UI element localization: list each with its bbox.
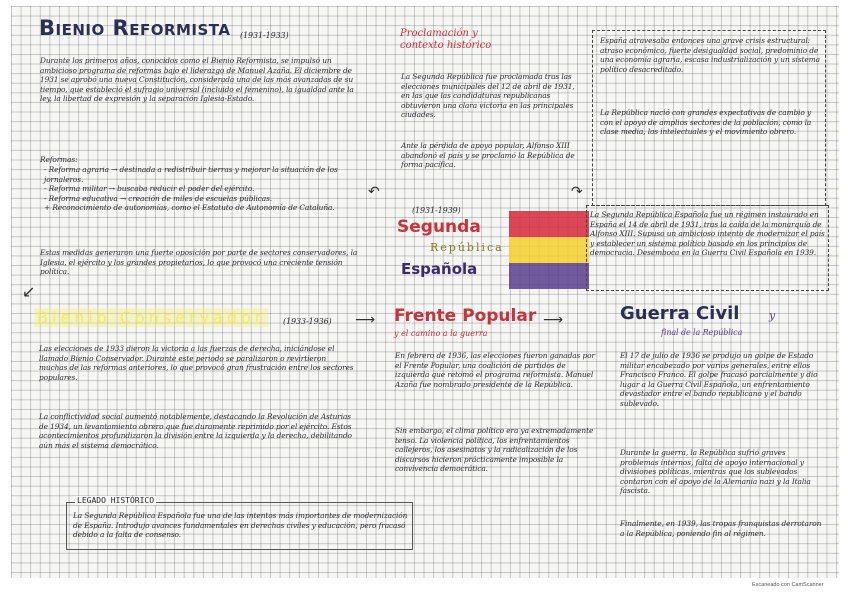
republic-flag	[509, 211, 589, 289]
frente-popular-p1: En febrero de 1936, las elecciones fueron ganadas por el Frente Popular, una coalición de partidos de izquierda que retomó el programa reformista. Manuel Azaña fue nombrado presidente de la República.	[395, 351, 595, 389]
reforma-autonomias: + Reconocimiento de autonomías, como el Estatuto de Autonomía de Cataluña.	[44, 203, 335, 213]
proclamacion-p2: Ante la pérdida de apoyo popular, Alfonso XIII abandonó el país y se proclamó la República de forma pacífica.	[401, 141, 575, 170]
arrow-left-icon: ↶	[368, 184, 380, 200]
flag-stripe-purple	[509, 263, 589, 289]
segunda-title: Segunda	[397, 217, 481, 237]
guerra-civil-p1: El 17 de julio de 1936 se produjo un golpe de Estado militar encabezado por varios generales, entre ellos Francisco Franco. El golpe fracasó parcialmente y dio lugar a la Guerra Civil Española, un enfrentamiento devastador entre el bando republicano y el bando sublevado.	[620, 351, 818, 408]
flag-stripe-yellow	[509, 237, 589, 263]
bienio-reformista-intro: Durante los primeros años, conocidos como el Bienio Reformista, se impulsó un ambicioso programa de reformas bajo el liderazgo de Manuel Azaña. El diciembre de 1931 se aprobó una nueva Constitución, considerada una de las más avanzadas de su tiempo, que estableció el sufragio universal (incluido el femenino), la igualdad ante la ley, la libertad de expresión y la separación Iglesia-Estado.	[40, 56, 354, 104]
proclamacion-title-2: contexto histórico	[400, 40, 492, 51]
republica-title: República	[430, 241, 504, 254]
bienio-reformista-title: Bienio Reformista	[39, 16, 231, 40]
reforma-militar: - Reforma militar → buscaba reducir el poder del ejército.	[44, 184, 255, 194]
notebook-sheet	[11, 6, 839, 578]
scanner-footer: Escaneado con CamScanner	[752, 582, 824, 588]
guerra-civil-y: y	[769, 309, 776, 322]
espanola-title: Española	[401, 260, 478, 278]
reformas-list	[44, 165, 364, 213]
flag-stripe-red	[509, 211, 589, 237]
arrow-frente-guerra-icon: ⟶	[543, 312, 564, 328]
arrow-conservador-frente-icon: ⟶	[355, 312, 376, 328]
reforma-educativa: - Reforma educativa → creación de miles de escuelas públicas.	[44, 193, 273, 203]
frente-popular-title: Frente Popular	[394, 306, 537, 326]
bienio-conservador-p2: La conflictividad social aumentó notablemente, destacando la Revolución de Asturias de 1934, un levantamiento obrero que fue duramente reprimido por el ejército. Estos acontecimientos profundizaron la división entre la izquierda y la derecha, debilitando aún más el sistema democrático.	[39, 412, 352, 450]
bienio-conservador-title: Bienio Conservador	[34, 308, 268, 327]
guerra-civil-p2: Durante la guerra, la República sufrió graves problemas internos, falta de apoyo internacional y divisiones políticas, mientras que los sublevados contaron con el apoyo de la Alemania nazi y la Italia fascista.	[620, 448, 811, 496]
bienio-reformista-years: (1931-1933)	[240, 31, 289, 40]
bienio-conservador-years: (1933-1936)	[283, 317, 332, 326]
definicion-text: La Segunda República Española fue un régimen instaurado en España el 14 de abril de 1931, tras la caída de la monarquía de Alfonso XIII. Supuso un ambicioso intento de modernizar el país y establecer un sistema político basado en los principios de democracia. Desemboca en la Guerra Civil Española en 1939.	[590, 210, 825, 258]
legado-label: LEGADO HISTÓRICO	[77, 496, 155, 505]
arrow-down-left-icon: ↙	[22, 282, 36, 301]
reforma-agraria: - Reforma agraria → destinada a redistribuir tierras y mejorar la situación de los jornaleros.	[44, 165, 338, 184]
bienio-reformista-closing: Estas medidas generaron una fuerte oposición por parte de sectores conservadores, la Iglesia, el ejército y los grandes propietarios, lo que provocó una creciente tensión política.	[40, 248, 358, 277]
guerra-civil-title: Guerra Civil	[620, 303, 740, 324]
contexto-p2: La República nació con grandes expectativas de cambio y con el apoyo de amplios sectores de la población, como la clase media, los intelectuales y el movimiento obrero.	[600, 108, 812, 137]
guerra-civil-p3: Finalmente, en 1939, las tropas franquistas derrotaron a la República, poniendo fin al régimen.	[620, 519, 822, 538]
legado-text: La Segunda República Española fue una de las intentos más importantes de modernización de España. Introdujo avances fundamentales en derechos civiles y educación, pero fracasó debido a la falta de consenso.	[73, 511, 408, 540]
arrow-right-icon: ↷	[571, 184, 583, 200]
frente-popular-p2: Sin embargo, el clima político era ya extremadamente tenso. La violencia política, los enfrentamientos callejeros, los asesinatos y la radicalización de los discursos hicieron prácticamente imposible la convivencia democrática.	[395, 426, 594, 474]
frente-popular-subtitle: y el camino a la guerra	[394, 329, 488, 338]
contexto-p1: España atravesaba entonces una grave crisis estructural: atraso económico, fuerte desigualdad social, predominio de una economía agraria, escasa industrialización y un sistema político desacreditado.	[600, 36, 820, 74]
proclamacion-title-1: Proclamación y	[400, 28, 478, 39]
guerra-civil-subtitle: final de la República	[661, 328, 743, 337]
bienio-conservador-p1: Las elecciones de 1933 dieron la victoria a las fuerzas de derecha, iniciándose el llamado Bienio Conservador. Durante este periodo se paralizaron o revirtieron muchas de las reformas anteriores, lo que provocó gran frustración entre los sectores populares.	[39, 344, 354, 382]
reformas-label: Reformas:	[40, 155, 78, 164]
republica-years: (1931-1939)	[412, 206, 461, 215]
proclamacion-p1: La Segunda República fue proclamada tras las elecciones municipales del 12 de abril de 1931, en las que las candidaturas republicanas obtuvieron una clara victoria en las principales ciudades.	[401, 72, 575, 120]
